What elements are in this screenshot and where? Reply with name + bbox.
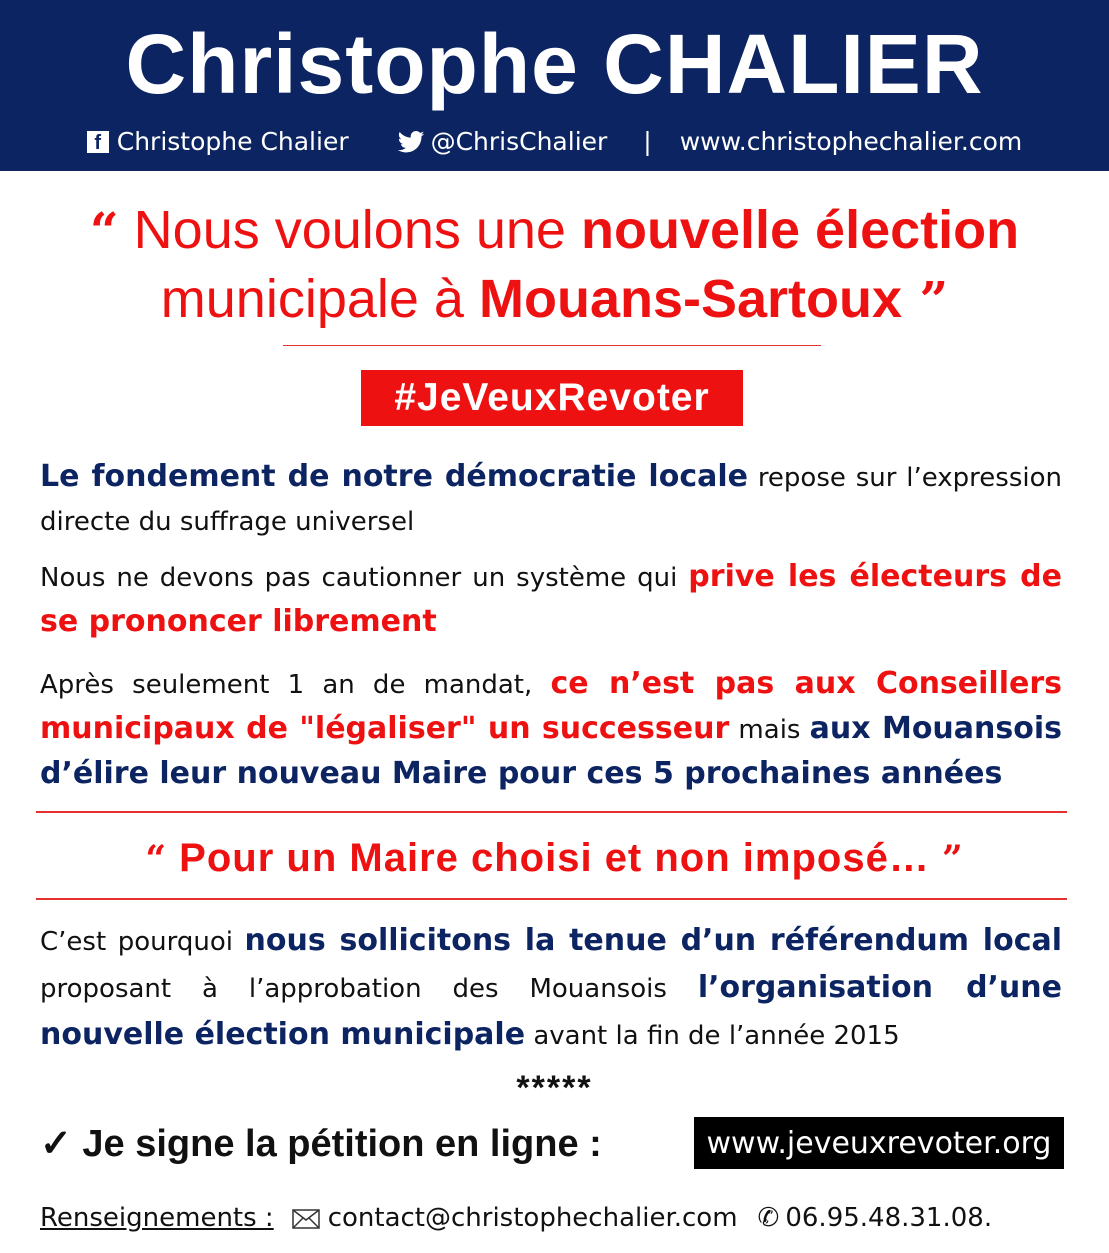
contact-email[interactable]: contact@christophechalier.com [327, 1203, 738, 1233]
envelope-icon [292, 1209, 320, 1229]
slogan-open-quote: “ [145, 838, 168, 880]
p4-text2: proposant à l’approbation des Mouansois [40, 974, 698, 1004]
twitter-icon [397, 131, 425, 153]
headline-bold2: Mouans-Sartoux [478, 269, 903, 329]
headline-open-quote: “ [89, 201, 119, 260]
paragraph-referendum [40, 918, 1062, 1059]
p2-red: prive les électeurs de se prononcer librement [40, 559, 1062, 639]
facebook-handle[interactable]: Christophe Chalier [116, 127, 349, 156]
headline [0, 196, 1109, 334]
header-banner [0, 0, 1109, 171]
facebook-icon: f [87, 131, 109, 153]
p4-blue1: nous sollicitons la tenue d’un référendum local [244, 923, 1063, 958]
p2-text: Nous ne devons pas cautionner un système qui [40, 563, 689, 593]
petition-line [40, 1116, 602, 1172]
p3-red: ce n’est pas aux Conseillers municipaux de "légaliser" un successeur [40, 666, 1062, 746]
paragraph-system [40, 555, 1062, 645]
social-bar [0, 124, 1109, 158]
p3-blue: aux Mouansois d’élire leur nouveau Maire pour ces 5 prochaines années [40, 711, 1062, 791]
candidate-name: Christophe CHALIER [125, 17, 984, 111]
headline-part1: Nous voulons une [118, 200, 581, 260]
petition-label: Je signe la pétition en ligne : [71, 1123, 602, 1165]
headline-bold1: nouvelle élection [580, 200, 1020, 260]
contact-line [40, 1196, 992, 1240]
p4-text3: avant la fin de l’année 2015 [525, 1021, 900, 1051]
slogan-text: Pour un Maire choisi et non imposé… [167, 836, 942, 880]
twitter-handle[interactable]: @ChrisChalier [430, 127, 608, 156]
paragraph-mandate [40, 662, 1062, 797]
phone-icon: ✆ [757, 1203, 780, 1233]
slogan-top-divider [36, 811, 1067, 813]
social-separator: | [643, 127, 652, 156]
contact-label: Renseignements : [40, 1203, 274, 1233]
p3-text1: Après seulement 1 an de mandat, [40, 670, 551, 700]
slogan-close-quote: ” [941, 838, 964, 880]
p1-rest: repose sur l’expression directe du suffrage universel [40, 463, 1062, 537]
contact-phone[interactable]: 06.95.48.31.08. [785, 1203, 993, 1233]
stars-separator: ***** [516, 1069, 593, 1107]
headline-divider [283, 345, 821, 346]
p4-text1: C’est pourquoi [40, 927, 245, 957]
p3-text2: mais [729, 715, 810, 745]
petition-url[interactable]: www.jeveuxrevoter.org [694, 1117, 1064, 1169]
headline-part2: municipale à [160, 269, 479, 329]
hashtag-badge: #JeVeuxRevoter [361, 370, 743, 426]
slogan-bottom-divider [36, 898, 1067, 900]
slogan [0, 830, 1109, 887]
check-icon: ✓ [40, 1123, 72, 1165]
headline-close-quote: ” [902, 270, 949, 329]
p1-bold: Le fondement de notre démocratie locale [40, 459, 748, 494]
website-link[interactable]: www.christophechalier.com [679, 127, 1023, 156]
p4-blue2: l’organisation d’une nouvelle élection municipale [40, 970, 1062, 1052]
paragraph-democracy [40, 455, 1062, 544]
